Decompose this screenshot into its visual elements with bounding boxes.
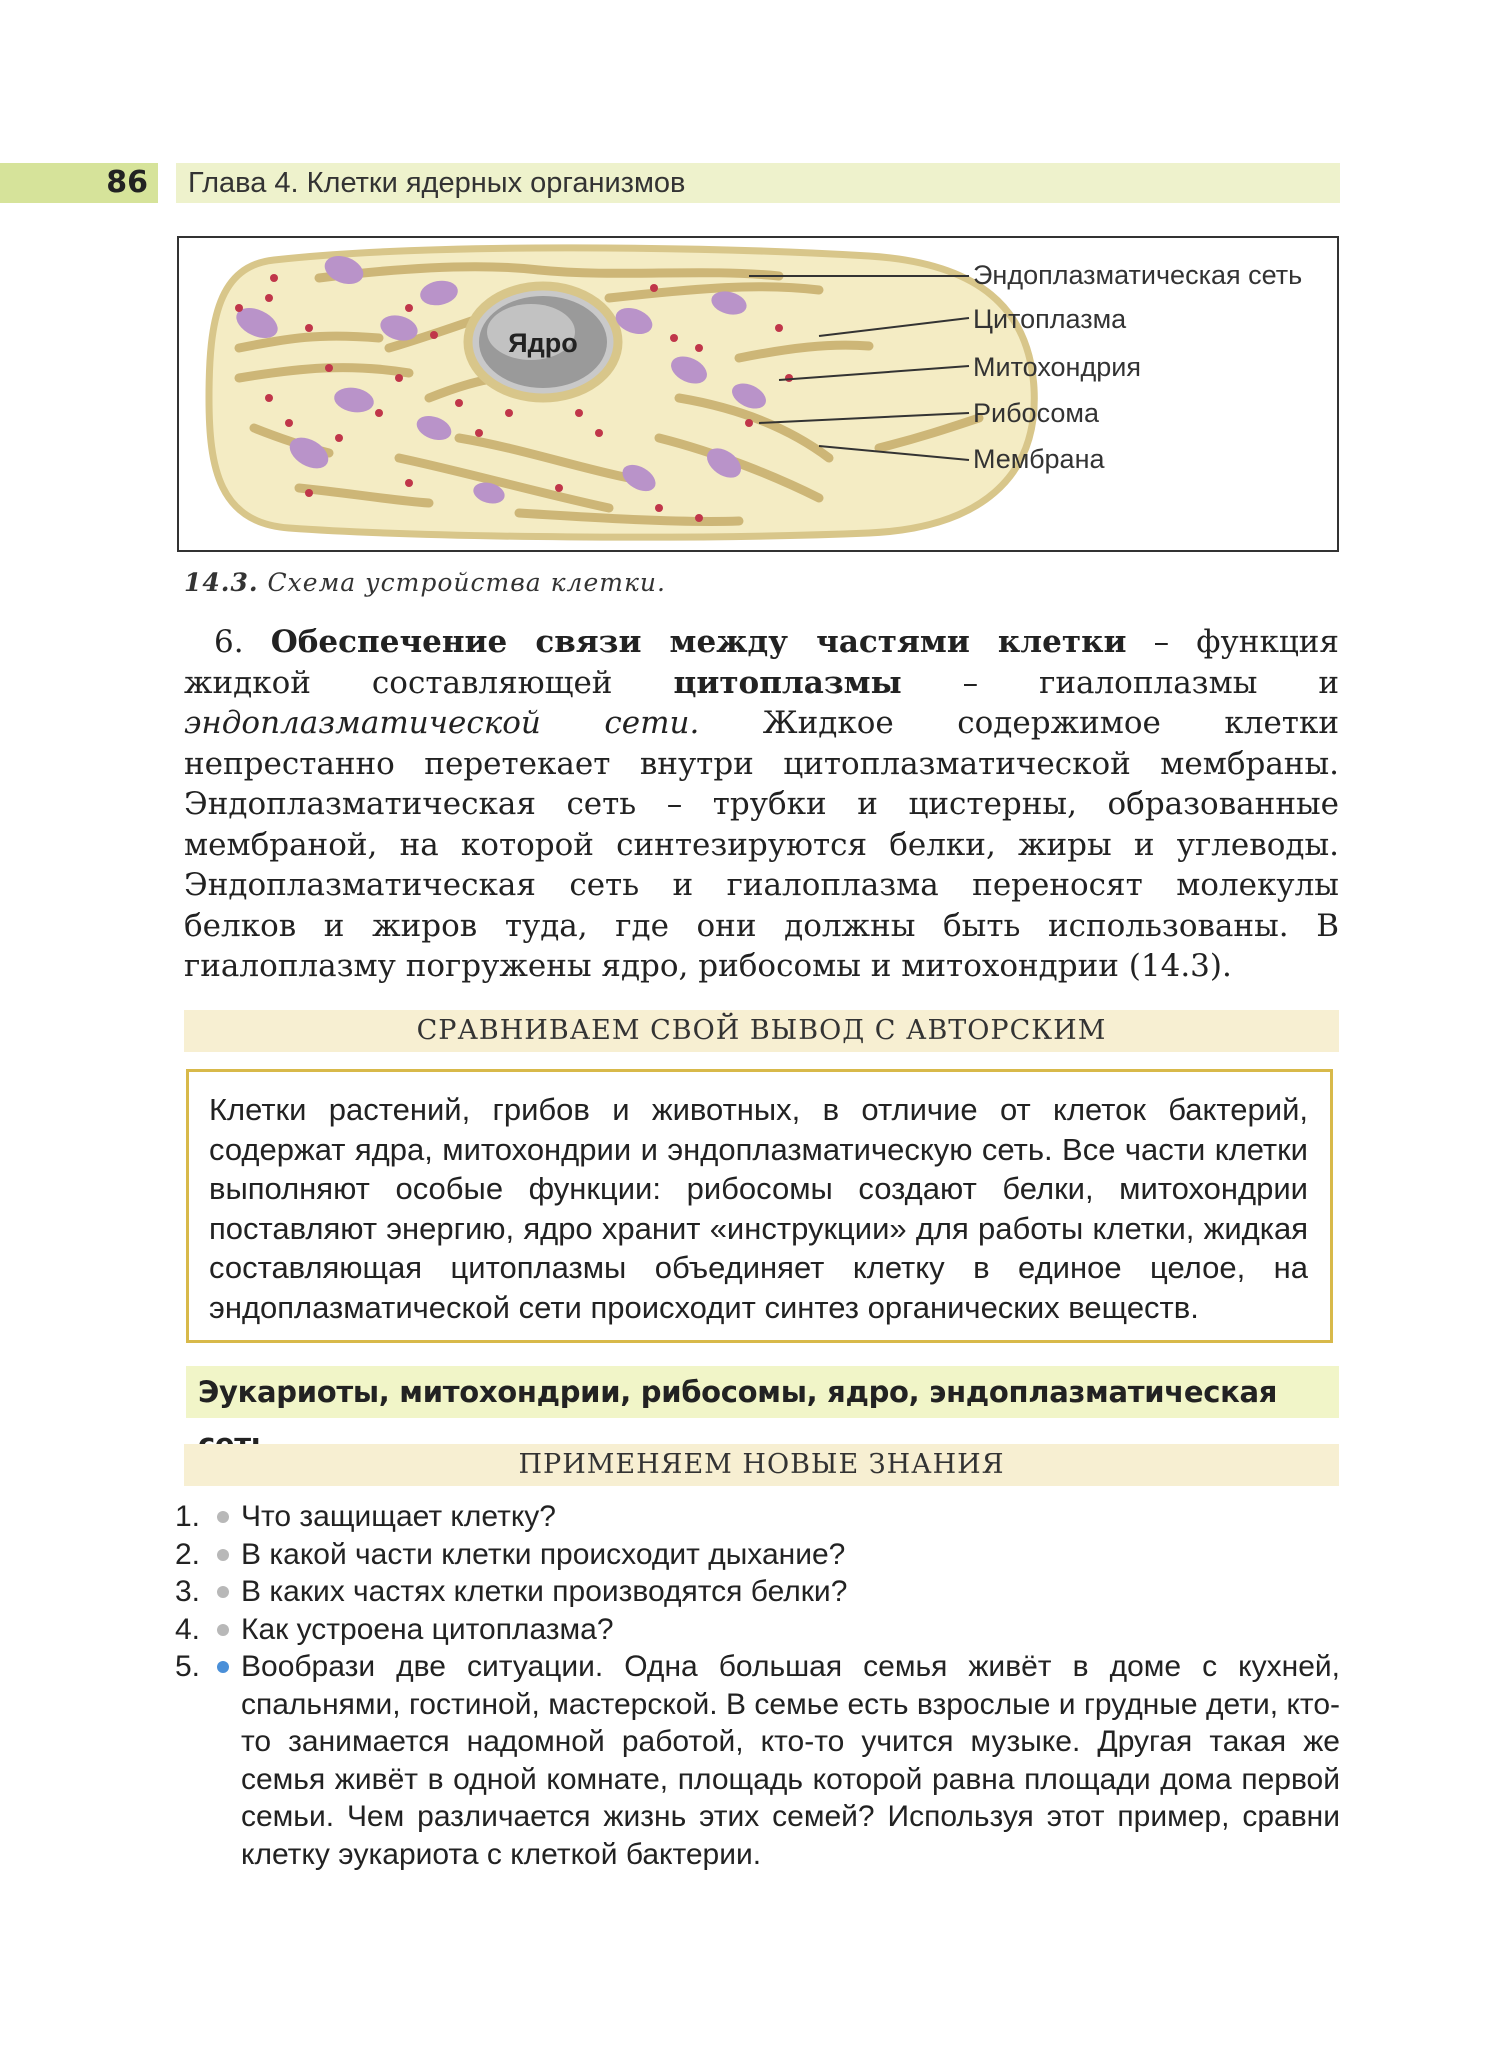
page-header [0,163,1340,203]
question-number: 4. [175,1612,201,1646]
question-item [175,1536,1340,1574]
difficulty-dot-icon [211,1573,241,1611]
label-membrane: Мембрана [973,444,1105,474]
difficulty-dot-icon [211,1611,241,1649]
keywords-bar: Эукариоты, митохондрии, рибосомы, ядро, эндоплазматическая [186,1366,1339,1418]
caption-text: Схема устройства клетки. [267,568,666,597]
question-item [175,1573,1340,1611]
conclusion-box: Клетки растений, грибов и животных, в отличие от клеток бактерий, содержат ядра, митохондрии и эндоплазматическую сеть. Все части клетки выполняют особые функции: рибосомы создают белки, митохондрии поставляют энергию, ядро хранит «инструкции» для работы клетки, жидкая составляющая цитоплазмы объединяет клетку в единое целое, на эндоплазматической сети происходит синтез органических веществ. [186,1069,1333,1343]
question-item [175,1611,1340,1649]
paragraph-text-1: – функция жидкой составляющей [184,624,1339,701]
difficulty-dot-icon [211,1498,241,1536]
label-ribosome: Рибосома [973,398,1099,428]
nucleus-label: Ядро [508,328,578,358]
difficulty-dot-icon [211,1536,241,1574]
questions-list [175,1498,1340,1873]
figure-caption [184,568,666,597]
question-number: 3. [175,1575,201,1608]
compare-section-title: СРАВНИВАЕМ СВОЙ ВЫВОД С АВТОРСКИМ [184,1010,1339,1052]
question-text: В какой части клетки происходит дыхание? [241,1537,846,1571]
body-paragraph [184,622,1339,987]
question-text: Как устроена цитоплазма? [241,1612,614,1646]
question-item [175,1648,1340,1873]
label-cytoplasm: Цитоплазма [973,304,1127,334]
question-number: 1. [175,1500,201,1533]
paragraph-italic: эндоплазматической сети. [184,705,700,741]
question-number: 2. [175,1537,201,1571]
paragraph-text-2: – гиалоплазмы и [901,664,1339,701]
question-item [175,1498,1340,1536]
label-er: Эндоплазматическая сеть [973,260,1303,290]
paragraph-bold-1: Обеспечение связи между частями клетки [270,624,1127,660]
question-text: Вообрази две ситуации. Одна большая семья живёт в доме с кухней, спальнями, гостиной, мастерской. В семье есть взрослые и грудные дети, кто-то занимается надомной работой, кто-то учится музыке. Другая такая же семья живёт в одной комнате, площадь которой равна площади дома первой семьи. Чем различается жизнь этих семей? Используя этот пример, сравни клетку эукариота с клеткой бактерии. [241,1650,1340,1871]
page-number: 86 [0,163,158,203]
question-text: Что защищает клетку? [241,1500,556,1533]
apply-section-title: ПРИМЕНЯЕМ НОВЫЕ ЗНАНИЯ [184,1444,1339,1486]
paragraph-bold-2: цитоплазмы [673,664,902,701]
chapter-title: Глава 4. Клетки ядерных организмов [176,163,1340,203]
paragraph-number: 6. [214,624,244,660]
caption-number: 14.3. [184,568,259,597]
question-text: В каких частях клетки производятся белки? [241,1575,848,1608]
paragraph-text-3: Жидкое содержимое клетки непрестанно перетекает внутри цитоплазматической мембраны. Эндоплазматическая сеть – трубки и цистерны, образованные мембраной, на которой синтезируются белки, жиры и углеводы. Эндоплазматическая сеть и гиалоплазма переносят молекулы белков и жиров туда, где они должны быть использованы. В гиалоплазму погружены ядро, рибосомы и митохондрии (14.3). [184,705,1339,984]
label-mitochondrion: Митохондрия [973,352,1141,382]
difficulty-dot-icon [211,1648,241,1873]
question-number: 5. [175,1650,201,1683]
cell-diagram [177,236,1339,552]
